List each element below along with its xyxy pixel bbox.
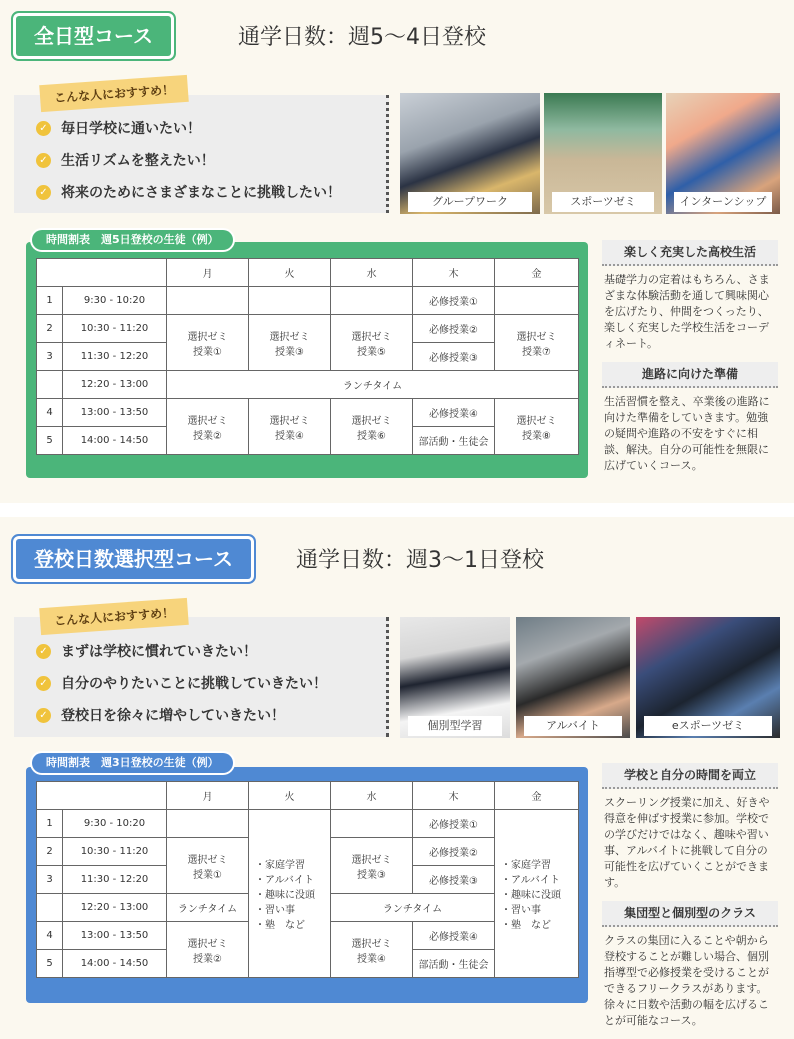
class-cell: 必修授業③ <box>413 343 495 371</box>
period-number: 5 <box>37 427 63 455</box>
check-icon: ✓ <box>36 121 51 136</box>
free-activity-cell: ・家庭学習 ・アルバイト ・趣味に没頭 ・習い事 ・塾 など <box>495 810 579 978</box>
period-number: 3 <box>37 866 63 894</box>
day-header: 月 <box>167 259 249 287</box>
lunch-cell: ランチタイム <box>331 894 495 922</box>
check-icon: ✓ <box>36 153 51 168</box>
photo-internship <box>666 93 780 214</box>
day-header: 月 <box>167 782 249 810</box>
course-title: 登校日数選択型コース <box>16 539 251 579</box>
day-header: 金 <box>495 259 579 287</box>
period-number: 5 <box>37 950 63 978</box>
recommendation-tag: こんな人におすすめ！ <box>39 75 189 112</box>
side-text: 生活習慣を整え、卒業後の進路に向けた準備をしていきます。勉強の疑問や進路の不安をすぐに相談、解決。自分の可能性を無限に広げていくコース。 <box>604 395 770 472</box>
class-cell: 選択ゼミ 授業⑥ <box>331 399 413 455</box>
recommendation-tag: こんな人におすすめ！ <box>39 598 189 635</box>
photo-caption: アルバイト <box>524 716 622 736</box>
period-time: 13:00 - 13:50 <box>63 922 167 950</box>
attendance-days: 通学日数：週5〜4日登校 <box>238 25 486 50</box>
class-cell: 選択ゼミ 授業⑦ <box>495 315 579 371</box>
day-header: 水 <box>331 782 413 810</box>
recommendation-item: ✓ 生活リズムを整えたい！ <box>36 144 341 176</box>
class-cell: 必修授業④ <box>413 399 495 427</box>
recommendation-item: ✓ まずは学校に慣れていきたい！ <box>36 635 327 667</box>
photo-sports-seminar <box>544 93 662 214</box>
side-notes <box>602 763 778 1039</box>
day-header: 火 <box>249 259 331 287</box>
cell-empty <box>331 287 413 315</box>
side-text: クラスの集団に入ることや朝から登校することが難しい場合、個別指導型で必修授業を受けることができるフリークラスがあります。徐々に日数や活動の幅を広げることが可能なコース。 <box>604 934 769 1027</box>
recommendation-item: ✓ 将来のためにさまざまなことに挑戦したい！ <box>36 176 341 208</box>
cell-empty <box>331 810 413 838</box>
period-time: 14:00 - 14:50 <box>63 427 167 455</box>
section-divider <box>0 503 794 517</box>
photo-caption: eスポーツゼミ <box>644 716 772 736</box>
cell-empty <box>495 287 579 315</box>
recommendation-list <box>36 112 341 208</box>
side-text: 基礎学力の定着はもちろん、さまざまな体験活動を通して興味関心を広げたり、仲間をつくったり、楽しく充実した学校生活をコーディネート。 <box>604 273 770 350</box>
class-cell: 選択ゼミ 授業② <box>167 399 249 455</box>
timetable-label: 時間割表 週3日登校の生徒（例） <box>32 753 233 773</box>
class-cell: 選択ゼミ 授業③ <box>331 838 413 894</box>
period-number: 2 <box>37 838 63 866</box>
cell-empty <box>249 287 331 315</box>
side-notes <box>602 240 778 484</box>
class-cell: 選択ゼミ 授業③ <box>249 315 331 371</box>
day-header: 木 <box>413 259 495 287</box>
side-heading: 学校と自分の時間を両立 <box>602 763 778 789</box>
class-cell: 選択ゼミ 授業⑤ <box>331 315 413 371</box>
class-cell: 必修授業① <box>413 810 495 838</box>
period-time: 11:30 - 12:20 <box>63 866 167 894</box>
class-cell: 部活動・生徒会 <box>413 950 495 978</box>
recommendation-item: ✓ 毎日学校に通いたい！ <box>36 112 341 144</box>
cell-empty <box>167 287 249 315</box>
day-header: 木 <box>413 782 495 810</box>
photo-esports-seminar <box>636 617 780 738</box>
class-cell: 部活動・生徒会 <box>413 427 495 455</box>
timetable <box>36 781 579 978</box>
period-number: 1 <box>37 810 63 838</box>
class-cell: 選択ゼミ 授業② <box>167 922 249 978</box>
lunch-cell: ランチタイム <box>167 371 579 399</box>
class-cell: 選択ゼミ 授業⑧ <box>495 399 579 455</box>
class-cell: 必修授業① <box>413 287 495 315</box>
side-text: スクーリング授業に加え、好きや得意を伸ばす授業に参加。学校での学びだけではなく、趣味や習い事、アルバイトに挑戦して自分の可能性を広げていくことができます。 <box>604 796 770 889</box>
header-blank <box>37 259 167 287</box>
period-time: 12:20 - 13:00 <box>63 894 167 922</box>
class-cell: 必修授業④ <box>413 922 495 950</box>
timetable-frame <box>26 767 588 1003</box>
period-time: 9:30 - 10:20 <box>63 287 167 315</box>
day-header: 水 <box>331 259 413 287</box>
photo-individual-study <box>400 617 510 738</box>
course-title: 全日型コース <box>16 16 171 56</box>
class-cell: 選択ゼミ 授業① <box>167 315 249 371</box>
day-header: 火 <box>249 782 331 810</box>
class-cell: 必修授業② <box>413 838 495 866</box>
day-header: 金 <box>495 782 579 810</box>
period-time: 9:30 - 10:20 <box>63 810 167 838</box>
period-number: 3 <box>37 343 63 371</box>
class-cell: 選択ゼミ 授業① <box>167 838 249 894</box>
recommendation-list <box>36 635 327 731</box>
timetable-frame <box>26 242 588 478</box>
period-number <box>37 371 63 399</box>
period-time: 13:00 - 13:50 <box>63 399 167 427</box>
period-number: 2 <box>37 315 63 343</box>
header-blank <box>37 782 167 810</box>
free-activity-cell: ・家庭学習 ・アルバイト ・趣味に没頭 ・習い事 ・塾 など <box>249 810 331 978</box>
period-time: 11:30 - 12:20 <box>63 343 167 371</box>
side-heading: 進路に向けた準備 <box>602 362 778 388</box>
period-number: 1 <box>37 287 63 315</box>
period-time: 10:30 - 11:20 <box>63 315 167 343</box>
photo-caption: スポーツゼミ <box>552 192 654 212</box>
lunch-cell: ランチタイム <box>167 894 249 922</box>
full-day-course-section <box>0 0 794 500</box>
attendance-days: 通学日数：週3〜1日登校 <box>296 548 544 573</box>
select-days-course-section <box>0 517 794 1027</box>
check-icon: ✓ <box>36 644 51 659</box>
side-heading: 楽しく充実した高校生活 <box>602 240 778 266</box>
class-cell: 必修授業③ <box>413 866 495 894</box>
period-time: 10:30 - 11:20 <box>63 838 167 866</box>
check-icon: ✓ <box>36 708 51 723</box>
class-cell: 選択ゼミ 授業④ <box>249 399 331 455</box>
photo-part-time-job <box>516 617 630 738</box>
recommendation-item: ✓ 自分のやりたいことに挑戦していきたい！ <box>36 667 327 699</box>
photo-caption: 個別型学習 <box>408 716 502 736</box>
check-icon: ✓ <box>36 676 51 691</box>
period-number: 4 <box>37 922 63 950</box>
timetable-label: 時間割表 週5日登校の生徒（例） <box>32 230 233 250</box>
period-time: 12:20 - 13:00 <box>63 371 167 399</box>
recommendation-item: ✓ 登校日を徐々に増やしていきたい！ <box>36 699 327 731</box>
class-cell: 選択ゼミ 授業④ <box>331 922 413 978</box>
side-heading: 集団型と個別型のクラス <box>602 901 778 927</box>
photo-caption: グループワーク <box>408 192 532 212</box>
period-number: 4 <box>37 399 63 427</box>
check-icon: ✓ <box>36 185 51 200</box>
photo-group-work <box>400 93 540 214</box>
period-number <box>37 894 63 922</box>
timetable <box>36 258 579 455</box>
photo-caption: インターンシップ <box>674 192 772 212</box>
cell-empty <box>167 810 249 838</box>
period-time: 14:00 - 14:50 <box>63 950 167 978</box>
class-cell: 必修授業② <box>413 315 495 343</box>
